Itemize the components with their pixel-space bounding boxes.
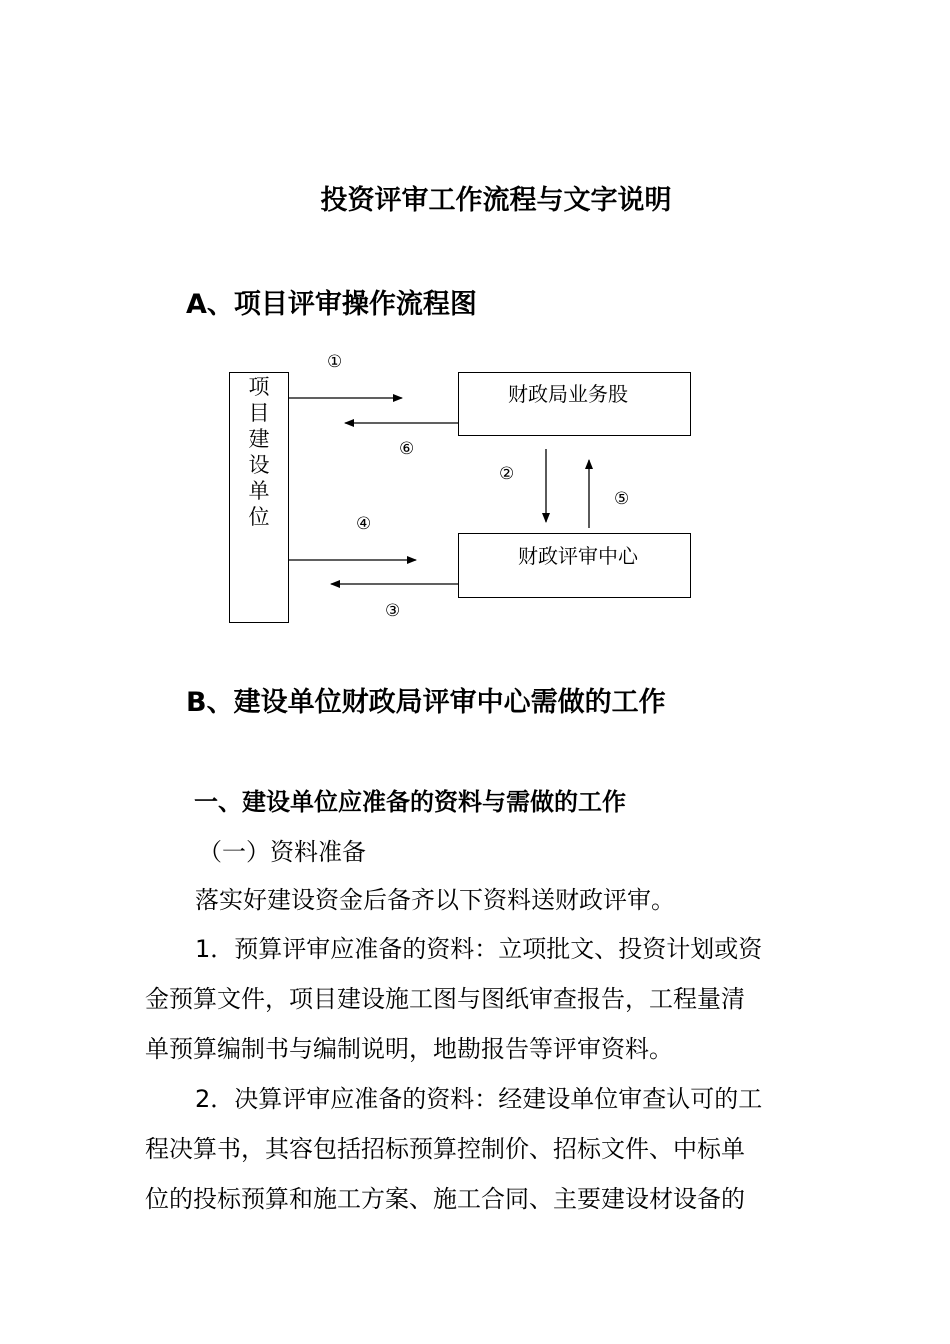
step-label-4: ④ (356, 514, 372, 534)
bottom-box-label: 财政评审中心 (518, 544, 638, 568)
left-box-char: 项 (248, 375, 270, 399)
item-2-line: 2．决算评审应准备的资料：经建设单位审查认可的工 (195, 1085, 763, 1113)
intro-paragraph: 落实好建设资金后备齐以下资料送财政评审。 (195, 886, 675, 914)
subheading-2: （一）资料准备 (198, 838, 366, 866)
section-a-heading: A、项目评审操作流程图 (186, 289, 477, 320)
subheading-1: 一、建设单位应准备的资料与需做的工作 (194, 788, 626, 816)
page-title: 投资评审工作流程与文字说明 (320, 185, 672, 216)
step-label-6: ⑥ (399, 439, 415, 459)
item-1-paragraph (145, 924, 810, 1074)
left-box-char: 建 (248, 427, 270, 451)
item-2-line: 程决算书，其容包括招标预算控制价、招标文件、中标单 (145, 1135, 745, 1163)
step-label-5: ⑤ (614, 489, 630, 509)
top-box-label: 财政局业务股 (508, 382, 628, 406)
item-1-line: 1．预算评审应准备的资料：立项批文、投资计划或资 (195, 935, 763, 963)
left-box-char: 单 (248, 479, 270, 503)
left-box-char: 目 (248, 401, 270, 425)
step-label-3: ③ (385, 601, 401, 621)
item-1-line: 单预算编制书与编制说明，地勘报告等评审资料。 (145, 1035, 673, 1063)
step-label-1: ① (327, 352, 343, 372)
item-2-line: 位的投标预算和施工方案、施工合同、主要建设材设备的 (145, 1185, 745, 1213)
left-box-char: 设 (248, 453, 270, 477)
section-b-heading: B、建设单位财政局评审中心需做的工作 (186, 687, 666, 718)
left-box-char: 位 (248, 505, 270, 529)
step-label-2: ② (499, 464, 515, 484)
item-2-paragraph (145, 1074, 810, 1224)
item-1-line: 金预算文件，项目建设施工图与图纸审查报告，工程量清 (145, 985, 745, 1013)
